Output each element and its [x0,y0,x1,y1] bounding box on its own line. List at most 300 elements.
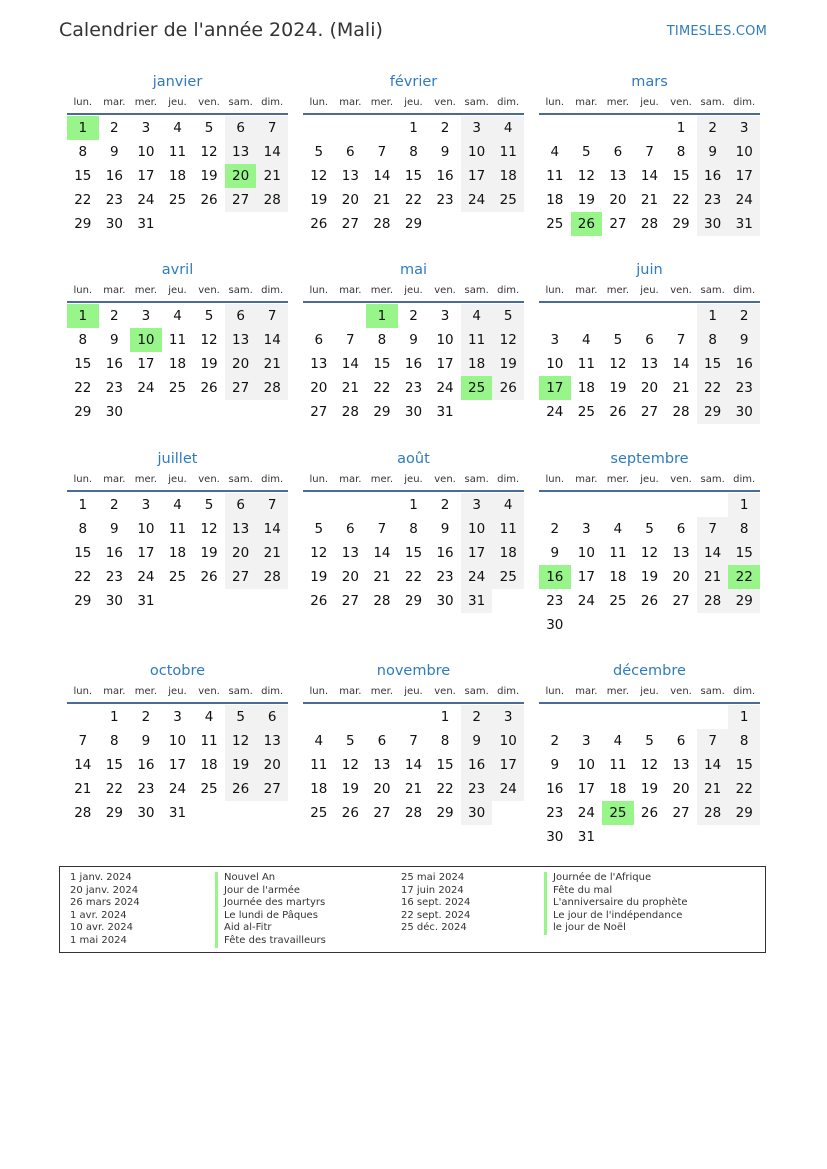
weekday-label: dim. [261,474,284,485]
day-cell: 20 [341,192,359,208]
weekday-label: dim. [733,285,756,296]
day-cell: 17 [461,541,493,565]
legend-date: 16 sept. 2024 [401,897,471,909]
month-name: mars [631,74,668,90]
day-cell: 6 [225,493,257,517]
day-cell: 6 [225,304,257,328]
empty-cell [398,705,430,729]
weekday-label: sam. [464,474,489,485]
day-cell: 20 [609,192,627,208]
weekday-label: dim. [497,97,520,108]
day-cell: 1 [728,705,760,729]
day-cell: 19 [577,192,595,208]
day-cell: 24 [728,188,760,212]
holiday-day-cell: 26 [571,212,603,236]
empty-cell [67,705,99,729]
month-1 [303,71,524,236]
weekday-label: mer. [606,97,630,108]
day-cell: 27 [225,565,257,589]
weekday-header [67,281,288,303]
day-cell: 26 [200,192,218,208]
holiday-day-cell: 1 [67,116,99,140]
weekday-label: dim. [497,686,520,697]
day-grid [303,116,524,236]
brand-link[interactable]: TIMESLES.COM [666,24,767,39]
weekday-label: mer. [134,97,158,108]
day-cell: 30 [105,593,123,609]
day-cell: 4 [492,116,524,140]
day-cell: 10 [577,757,595,773]
day-cell: 11 [609,757,627,773]
weekday-label: dim. [733,686,756,697]
day-cell: 2 [440,120,450,136]
day-cell: 12 [200,521,218,537]
weekday-label: sam. [464,97,489,108]
day-cell: 13 [225,328,257,352]
day-cell: 3 [550,332,560,348]
day-cell: 3 [173,709,182,725]
day-cell: 10 [137,521,155,537]
day-cell: 4 [550,144,560,160]
day-cell: 25 [168,380,187,396]
day-cell: 17 [728,164,760,188]
day-cell: 28 [256,376,288,400]
day-cell: 25 [492,565,524,589]
weekday-label: ven. [670,97,692,108]
day-cell: 12 [609,356,627,372]
empty-cell [303,493,335,517]
day-cell: 19 [225,753,257,777]
day-cell: 8 [78,144,88,160]
weekday-label: jeu. [640,97,659,108]
day-cell: 15 [74,356,92,372]
day-cell: 23 [436,569,454,585]
empty-cell [571,116,603,140]
day-cell: 13 [256,729,288,753]
day-cell: 8 [697,328,729,352]
day-cell: 11 [310,757,328,773]
day-grid [539,493,760,637]
weekday-label: mer. [606,285,630,296]
day-cell: 13 [341,168,359,184]
day-cell: 10 [461,517,493,541]
month-name: septembre [610,451,689,467]
month-name: octobre [149,663,206,679]
day-cell: 17 [137,168,155,184]
weekday-label: jeu. [168,474,187,485]
day-cell: 28 [256,565,288,589]
day-cell: 22 [105,781,123,797]
day-cell: 6 [377,733,387,749]
weekday-label: mar. [339,686,362,697]
day-cell: 25 [310,805,328,821]
day-cell: 9 [697,140,729,164]
day-cell: 29 [373,404,391,420]
day-cell: 4 [492,493,524,517]
day-cell: 17 [137,545,155,561]
day-cell: 3 [461,116,493,140]
day-cell: 24 [577,805,595,821]
day-cell: 29 [672,216,690,232]
weekday-label: sam. [228,474,253,485]
empty-cell [665,705,697,729]
weekday-label: lun. [309,285,329,296]
legend-date: 25 mai 2024 [401,872,465,883]
day-cell: 7 [377,521,387,537]
weekday-label: sam. [700,686,725,697]
weekday-header [303,682,524,704]
day-cell: 5 [204,497,214,513]
day-cell: 9 [461,729,493,753]
day-cell: 8 [78,521,88,537]
weekday-label: mer. [370,686,394,697]
day-cell: 13 [640,356,659,372]
day-cell: 19 [200,545,218,561]
day-cell: 6 [676,733,686,749]
day-cell: 19 [492,352,524,376]
day-cell: 31 [436,404,454,420]
day-cell: 9 [550,545,560,561]
day-cell: 20 [672,781,690,797]
day-cell: 2 [550,733,560,749]
legend-dates-right [401,872,470,935]
day-cell: 24 [137,192,155,208]
day-cell: 4 [461,304,493,328]
weekday-header [539,682,760,704]
weekday-label: lun. [309,474,329,485]
day-cell: 26 [225,777,257,801]
day-cell: 29 [404,593,423,609]
day-cell: 18 [609,569,627,585]
weekday-label: mer. [370,97,394,108]
day-cell: 9 [550,757,560,773]
day-cell: 1 [409,120,418,136]
weekday-label: mer. [370,474,394,485]
empty-cell [602,304,634,328]
day-cell: 22 [74,380,92,396]
empty-cell [366,116,398,140]
day-cell: 18 [168,356,187,372]
day-cell: 21 [256,352,288,376]
month-9 [67,660,288,825]
day-cell: 11 [577,356,595,372]
day-cell: 16 [436,168,454,184]
day-cell: 16 [105,168,123,184]
day-cell: 8 [110,733,119,749]
day-grid [67,493,288,613]
day-cell: 27 [672,805,690,821]
weekday-label: jeu. [168,686,187,697]
day-cell: 2 [110,120,119,136]
day-cell: 20 [341,569,359,585]
day-cell: 4 [582,332,591,348]
day-cell: 9 [141,733,151,749]
weekday-label: mar. [103,285,126,296]
day-cell: 9 [440,521,450,537]
weekday-label: sam. [700,474,725,485]
weekday-label: lun. [545,97,565,108]
empty-cell [303,116,335,140]
day-cell: 23 [461,777,493,801]
day-cell: 13 [225,517,257,541]
day-cell: 19 [310,569,328,585]
day-cell: 3 [582,733,591,749]
weekday-label: sam. [464,285,489,296]
month-name: décembre [613,663,686,679]
day-cell: 5 [582,144,591,160]
day-cell: 13 [225,140,257,164]
day-cell: 10 [168,733,187,749]
day-cell: 15 [404,545,423,561]
empty-cell [634,493,666,517]
day-cell: 2 [550,521,560,537]
day-cell: 21 [256,541,288,565]
day-cell: 1 [110,709,119,725]
weekday-label: jeu. [640,686,659,697]
month-name: mai [399,262,428,278]
day-cell: 18 [461,352,493,376]
day-cell: 30 [728,400,760,424]
day-cell: 27 [609,216,627,232]
day-cell: 21 [697,777,729,801]
weekday-label: lun. [73,686,93,697]
weekday-label: mar. [575,285,598,296]
day-cell: 10 [492,729,524,753]
day-cell: 2 [141,709,151,725]
day-cell: 11 [546,168,564,184]
day-cell: 10 [137,144,155,160]
day-cell: 4 [204,709,214,725]
day-cell: 4 [173,308,182,324]
day-cell: 17 [492,753,524,777]
empty-cell [335,705,367,729]
weekday-label: sam. [700,285,725,296]
weekday-label: mar. [339,474,362,485]
day-cell: 25 [546,216,564,232]
month-name: juillet [157,451,198,467]
day-cell: 27 [672,593,690,609]
day-cell: 22 [697,376,729,400]
legend-date: 26 mars 2024 [70,897,140,909]
day-cell: 6 [613,144,623,160]
empty-cell [539,116,571,140]
legend-holiday-name: Journée de l'Afrique [544,872,688,885]
day-grid [303,304,524,424]
day-cell: 10 [546,356,564,372]
empty-cell [634,705,666,729]
day-cell: 17 [436,356,454,372]
weekday-label: ven. [198,474,220,485]
day-cell: 21 [373,192,391,208]
day-cell: 29 [697,400,729,424]
day-cell: 30 [137,805,155,821]
day-cell: 2 [728,304,760,328]
day-cell: 15 [74,168,92,184]
day-cell: 21 [672,380,690,396]
day-cell: 16 [546,781,564,797]
holiday-day-cell: 25 [461,376,493,400]
weekday-label: dim. [497,474,520,485]
weekday-label: mar. [575,97,598,108]
empty-cell [335,493,367,517]
legend-dates-left [70,872,140,948]
day-cell: 27 [341,216,359,232]
day-cell: 22 [728,777,760,801]
day-cell: 16 [137,757,155,773]
day-cell: 14 [373,545,391,561]
day-cell: 12 [200,332,218,348]
day-cell: 26 [200,569,218,585]
day-cell: 6 [676,521,686,537]
day-cell: 18 [546,192,564,208]
weekday-label: lun. [545,474,565,485]
day-cell: 8 [440,733,450,749]
weekday-header [539,470,760,492]
day-cell: 29 [74,593,92,609]
day-cell: 22 [373,380,391,396]
day-cell: 15 [697,352,729,376]
day-cell: 15 [672,168,690,184]
day-cell: 24 [436,380,454,396]
day-cell: 12 [310,545,328,561]
weekday-label: mar. [103,474,126,485]
day-cell: 2 [697,116,729,140]
month-name: février [389,74,438,90]
day-cell: 5 [645,521,654,537]
day-cell: 7 [256,493,288,517]
holiday-legend [59,866,766,953]
legend-holiday-name: Aid al-Fitr [215,922,326,935]
day-cell: 31 [137,593,155,609]
month-name: novembre [376,663,451,679]
legend-date: 1 mai 2024 [70,934,127,946]
day-cell: 20 [373,781,391,797]
day-cell: 12 [492,328,524,352]
weekday-label: mer. [606,474,630,485]
day-cell: 18 [609,781,627,797]
weekday-label: jeu. [404,285,423,296]
day-cell: 30 [105,404,123,420]
day-cell: 14 [74,757,92,773]
day-cell: 15 [404,168,423,184]
day-cell: 7 [676,332,686,348]
day-cell: 9 [110,521,119,537]
day-cell: 15 [373,356,391,372]
day-cell: 8 [676,144,686,160]
weekday-header [539,93,760,115]
day-cell: 24 [168,781,187,797]
day-cell: 23 [105,569,123,585]
day-cell: 2 [440,497,450,513]
day-cell: 9 [110,332,119,348]
day-cell: 18 [577,380,595,396]
day-cell: 27 [341,593,359,609]
day-cell: 5 [204,308,214,324]
legend-holiday-name: Jour de l'armée [215,885,326,898]
weekday-label: jeu. [404,97,423,108]
legend-date: 1 janv. 2024 [70,872,132,883]
legend-names-left [215,872,326,948]
weekday-label: mar. [339,285,362,296]
day-cell: 18 [492,541,524,565]
day-cell: 13 [672,757,690,773]
day-cell: 14 [697,753,729,777]
day-cell: 22 [74,569,92,585]
day-cell: 12 [577,168,595,184]
day-cell: 26 [310,216,328,232]
day-cell: 15 [728,753,760,777]
empty-cell [335,304,367,328]
day-cell: 23 [697,188,729,212]
weekday-label: mar. [575,686,598,697]
weekday-label: mer. [134,474,158,485]
page-title: Calendrier de l'année 2024. (Mali) [59,19,383,41]
day-cell: 26 [609,404,627,420]
day-cell: 14 [697,541,729,565]
day-cell: 30 [436,593,454,609]
legend-holiday-name: Journée des martyrs [215,897,326,910]
day-cell: 24 [461,565,493,589]
day-cell: 23 [436,192,454,208]
day-cell: 25 [168,569,187,585]
weekday-label: dim. [261,97,284,108]
day-cell: 26 [640,805,659,821]
day-cell: 26 [341,805,359,821]
weekday-label: jeu. [404,474,423,485]
day-cell: 12 [200,144,218,160]
day-cell: 11 [609,545,627,561]
day-cell: 30 [404,404,423,420]
day-cell: 25 [577,404,595,420]
weekday-label: ven. [670,686,692,697]
weekday-label: lun. [309,686,329,697]
weekday-label: sam. [228,686,253,697]
day-cell: 23 [546,593,564,609]
day-cell: 5 [204,120,214,136]
day-cell: 17 [168,757,187,773]
day-cell: 18 [310,781,328,797]
day-cell: 21 [373,569,391,585]
day-cell: 17 [137,356,155,372]
day-cell: 24 [137,569,155,585]
weekday-label: dim. [261,285,284,296]
weekday-label: mer. [134,686,158,697]
empty-cell [634,304,666,328]
weekday-label: lun. [545,285,565,296]
day-cell: 16 [105,356,123,372]
day-cell: 1 [728,493,760,517]
weekday-label: dim. [733,474,756,485]
day-cell: 12 [341,757,359,773]
day-cell: 21 [341,380,359,396]
weekday-label: ven. [670,285,692,296]
weekday-label: sam. [228,285,253,296]
weekday-header [303,281,524,303]
day-cell: 30 [697,212,729,236]
day-cell: 12 [310,168,328,184]
day-cell: 20 [672,569,690,585]
day-cell: 9 [409,332,418,348]
day-cell: 28 [74,805,92,821]
day-cell: 5 [613,332,623,348]
day-cell: 12 [640,757,659,773]
day-cell: 7 [346,332,355,348]
empty-cell [697,705,729,729]
day-cell: 31 [137,216,155,232]
day-cell: 12 [640,545,659,561]
legend-holiday-name: L'anniversaire du prophète [544,897,688,910]
day-grid [539,705,760,849]
